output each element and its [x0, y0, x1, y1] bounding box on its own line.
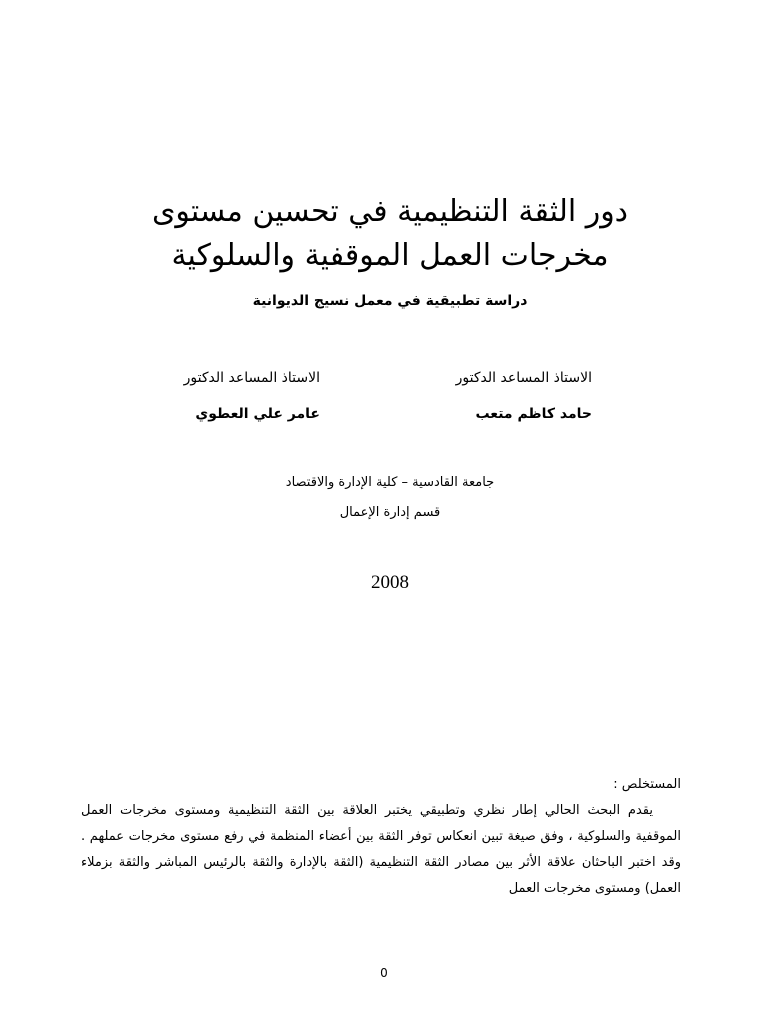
- author-block-2: [100, 368, 320, 424]
- author-2-name: عامر علي العطوي: [195, 406, 320, 422]
- university-line: جامعة القادسية – كلية الإدارة والاقتصاد: [285, 475, 495, 490]
- author-1-name: حامد كاظم متعب: [475, 406, 592, 422]
- author-block-1: [372, 368, 592, 424]
- department-line: قسم إدارة الإعمال: [339, 505, 441, 520]
- page-number: 0: [380, 966, 388, 980]
- author-1-role: الاستاذ المساعد الدكتور: [455, 370, 592, 386]
- document-title: [90, 190, 690, 278]
- publication-year: 2008: [371, 572, 409, 593]
- title-line-1: دور الثقة التنظيمية في تحسين مستوى: [151, 194, 629, 229]
- abstract-section: [81, 772, 681, 902]
- abstract-body: يقدم البحث الحالي إطار نظري وتطبيقي يختبر العلاقة بين الثقة التنظيمية ومستوى مخرجات العمل الموقفية والسلوكية ، وفق صيغة تبين انعكاس توفر الثقة بين أعضاء المنظمة في رفع مستوى مخرجات عملهم . وقد اختبر الباحثان علاقة الأثر بين مصادر الثقة التنظيمية (الثقة بالإدارة والثقة بالرئيس المباشر والثقة بزملاء العمل) ومستوى مخرجات العمل: [81, 803, 681, 896]
- title-line-2: مخرجات العمل الموقفية والسلوكية: [171, 238, 609, 273]
- abstract-heading: المستخلص :: [613, 777, 681, 792]
- author-2-role: الاستاذ المساعد الدكتور: [183, 370, 320, 386]
- document-subtitle: دراسة تطبيقية في معمل نسيج الديوانية: [252, 293, 528, 309]
